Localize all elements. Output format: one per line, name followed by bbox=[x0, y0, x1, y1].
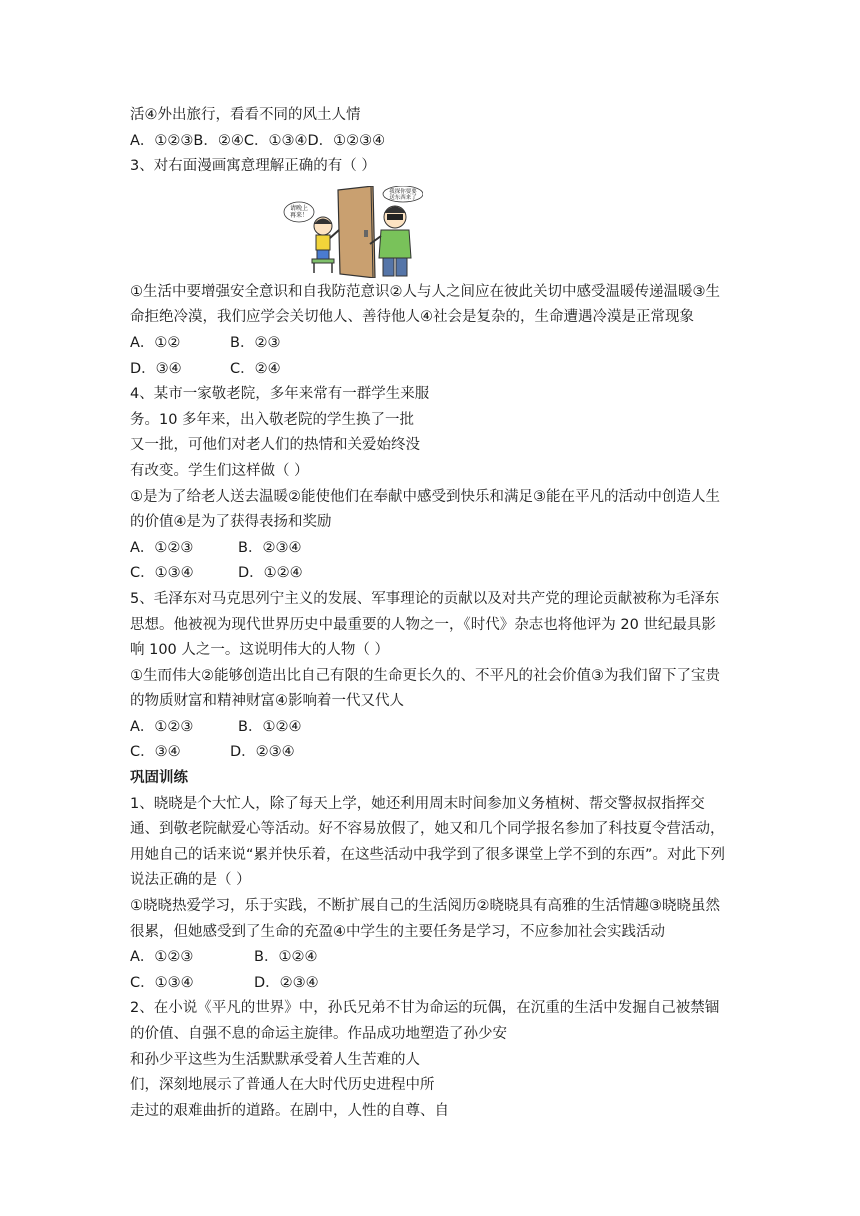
svg-text:送东西来了: 送东西来了 bbox=[389, 194, 417, 201]
question-4-line2: 务。10 多年来，出入敬老院的学生换了一批 bbox=[130, 411, 415, 428]
question-4-statements: ①是为了给老人送去温暖②能使他们在奉献中感受到快乐和满足③能在平凡的活动中创造人生的价值④是为了获得表扬和奖励 bbox=[130, 488, 720, 531]
answer-options: A．①②③B．②④C．①③④D．①②③④ bbox=[130, 132, 386, 149]
option-a: A．①② bbox=[130, 334, 181, 351]
practice-1: 1、晓晓是个大忙人，除了每天上学，她还利用周末时间参加义务植树、帮交警叔叔指挥交通、到敬老院献爱心等活动。好不容易放假了，她又和几个同学报名参加了科技夏令营活动，用她自己的话来说“累并快乐着，在这些活动中我学到了很多课堂上学不到的东西”。对此下列说法正确的是（ ） bbox=[130, 795, 726, 889]
option-d: D．③④ bbox=[130, 360, 182, 377]
practice-2-line3: 们，深刻地展示了普通人在大时代历史进程中所 bbox=[130, 1077, 435, 1094]
practice-1-statements-cont: 很累，但她感受到了生命的充盈④中学生的主要任务是学习，不应参加社会实践活动 bbox=[130, 923, 665, 940]
practice-1-options-ab bbox=[130, 945, 730, 971]
option-b: B．②③④ bbox=[238, 539, 302, 556]
text-line: 活④外出旅行，看看不同的风土人情 bbox=[130, 107, 361, 123]
question-4-options-ab bbox=[130, 536, 730, 562]
option-a: A．①②③ bbox=[130, 718, 194, 735]
question-4-line3: 又一批，可他们对老人们的热情和关爱始终没 bbox=[130, 437, 420, 454]
question-5-statements: ①生而伟大②能够创造出比自己有限的生命更长久的、不平凡的社会价值③为我们留下了宝贵的物质财富和精神财富④影响着一代又代人 bbox=[130, 667, 720, 710]
question-5: 5、毛泽东对马克思列宁主义的发展、军事理论的贡献以及对共产党的理论贡献被称为毛泽东思想。他被视为现代世界历史中最重要的人物之一，《时代》杂志也将他评为 20 世纪最具影响 100 人之一。这说明伟大的人物（ ） bbox=[130, 590, 720, 659]
practice-1-statements: ①晓晓热爱学习，乐于实践，不断扩展自己的生活阅历②晓晓具有高雅的生活情趣③晓晓虽然 bbox=[130, 898, 720, 915]
option-c: C．①③④ bbox=[130, 565, 194, 582]
question-4-line4: 有改变。学生们这样做（ ） bbox=[130, 462, 309, 479]
question-3-options-ab bbox=[130, 331, 730, 357]
svg-text:再来！: 再来！ bbox=[289, 211, 309, 219]
document-page bbox=[130, 103, 730, 1124]
question-4-line1: 4、某市一家敬老院，多年来常有一群学生来服 bbox=[130, 386, 430, 403]
question-3-options-dc bbox=[130, 357, 730, 383]
cartoon-figure bbox=[130, 180, 730, 280]
svg-text:请晚上: 请晚上 bbox=[289, 204, 309, 212]
practice-2: 2、在小说《平凡的世界》中，孙氏兄弟不甘为命运的玩偶，在沉重的生活中发掘自己被禁锢的价值、自强不息的命运主旋律。作品成功地塑造了孙少安 bbox=[130, 1000, 720, 1042]
practice-1-options-cd bbox=[130, 971, 730, 997]
svg-text:我探你要要: 我探你要要 bbox=[389, 188, 417, 195]
option-a: A．①②③ bbox=[130, 949, 194, 966]
question-3-statements: ①生活中要增强安全意识和自我防范意识②人与人之间应在彼此关切中感受温暖传递温暖③生命拒绝冷漠，我们应学会关切他人、善待他人④社会是复杂的，生命遭遇冷漠是正常现象 bbox=[130, 283, 720, 326]
option-c: C．③④ bbox=[130, 744, 181, 761]
section-heading: 巩固训练 bbox=[130, 770, 188, 787]
option-c: C．①③④ bbox=[130, 974, 194, 991]
option-c: C．②④ bbox=[230, 360, 281, 377]
option-d: D．②③④ bbox=[254, 974, 319, 991]
question-3: 3、对右面漫画寓意理解正确的有（ ） bbox=[130, 158, 376, 175]
option-b: B．①②④ bbox=[238, 718, 302, 735]
option-b: B．②③ bbox=[230, 334, 281, 351]
option-b: B．①②④ bbox=[254, 949, 318, 966]
option-d: D．②③④ bbox=[230, 744, 295, 761]
option-d: D．①②④ bbox=[238, 565, 303, 582]
question-4-options-cd bbox=[130, 561, 730, 587]
option-a: A．①②③ bbox=[130, 539, 194, 556]
cartoon-image bbox=[283, 186, 423, 278]
practice-2-line4: 走过的艰难曲折的道路。在剧中，人性的自尊、自 bbox=[130, 1102, 449, 1119]
question-5-options-ab bbox=[130, 715, 730, 741]
question-5-options-cd bbox=[130, 740, 730, 766]
practice-2-line2: 和孙少平这些为生活默默承受着人生苦难的人 bbox=[130, 1051, 420, 1068]
